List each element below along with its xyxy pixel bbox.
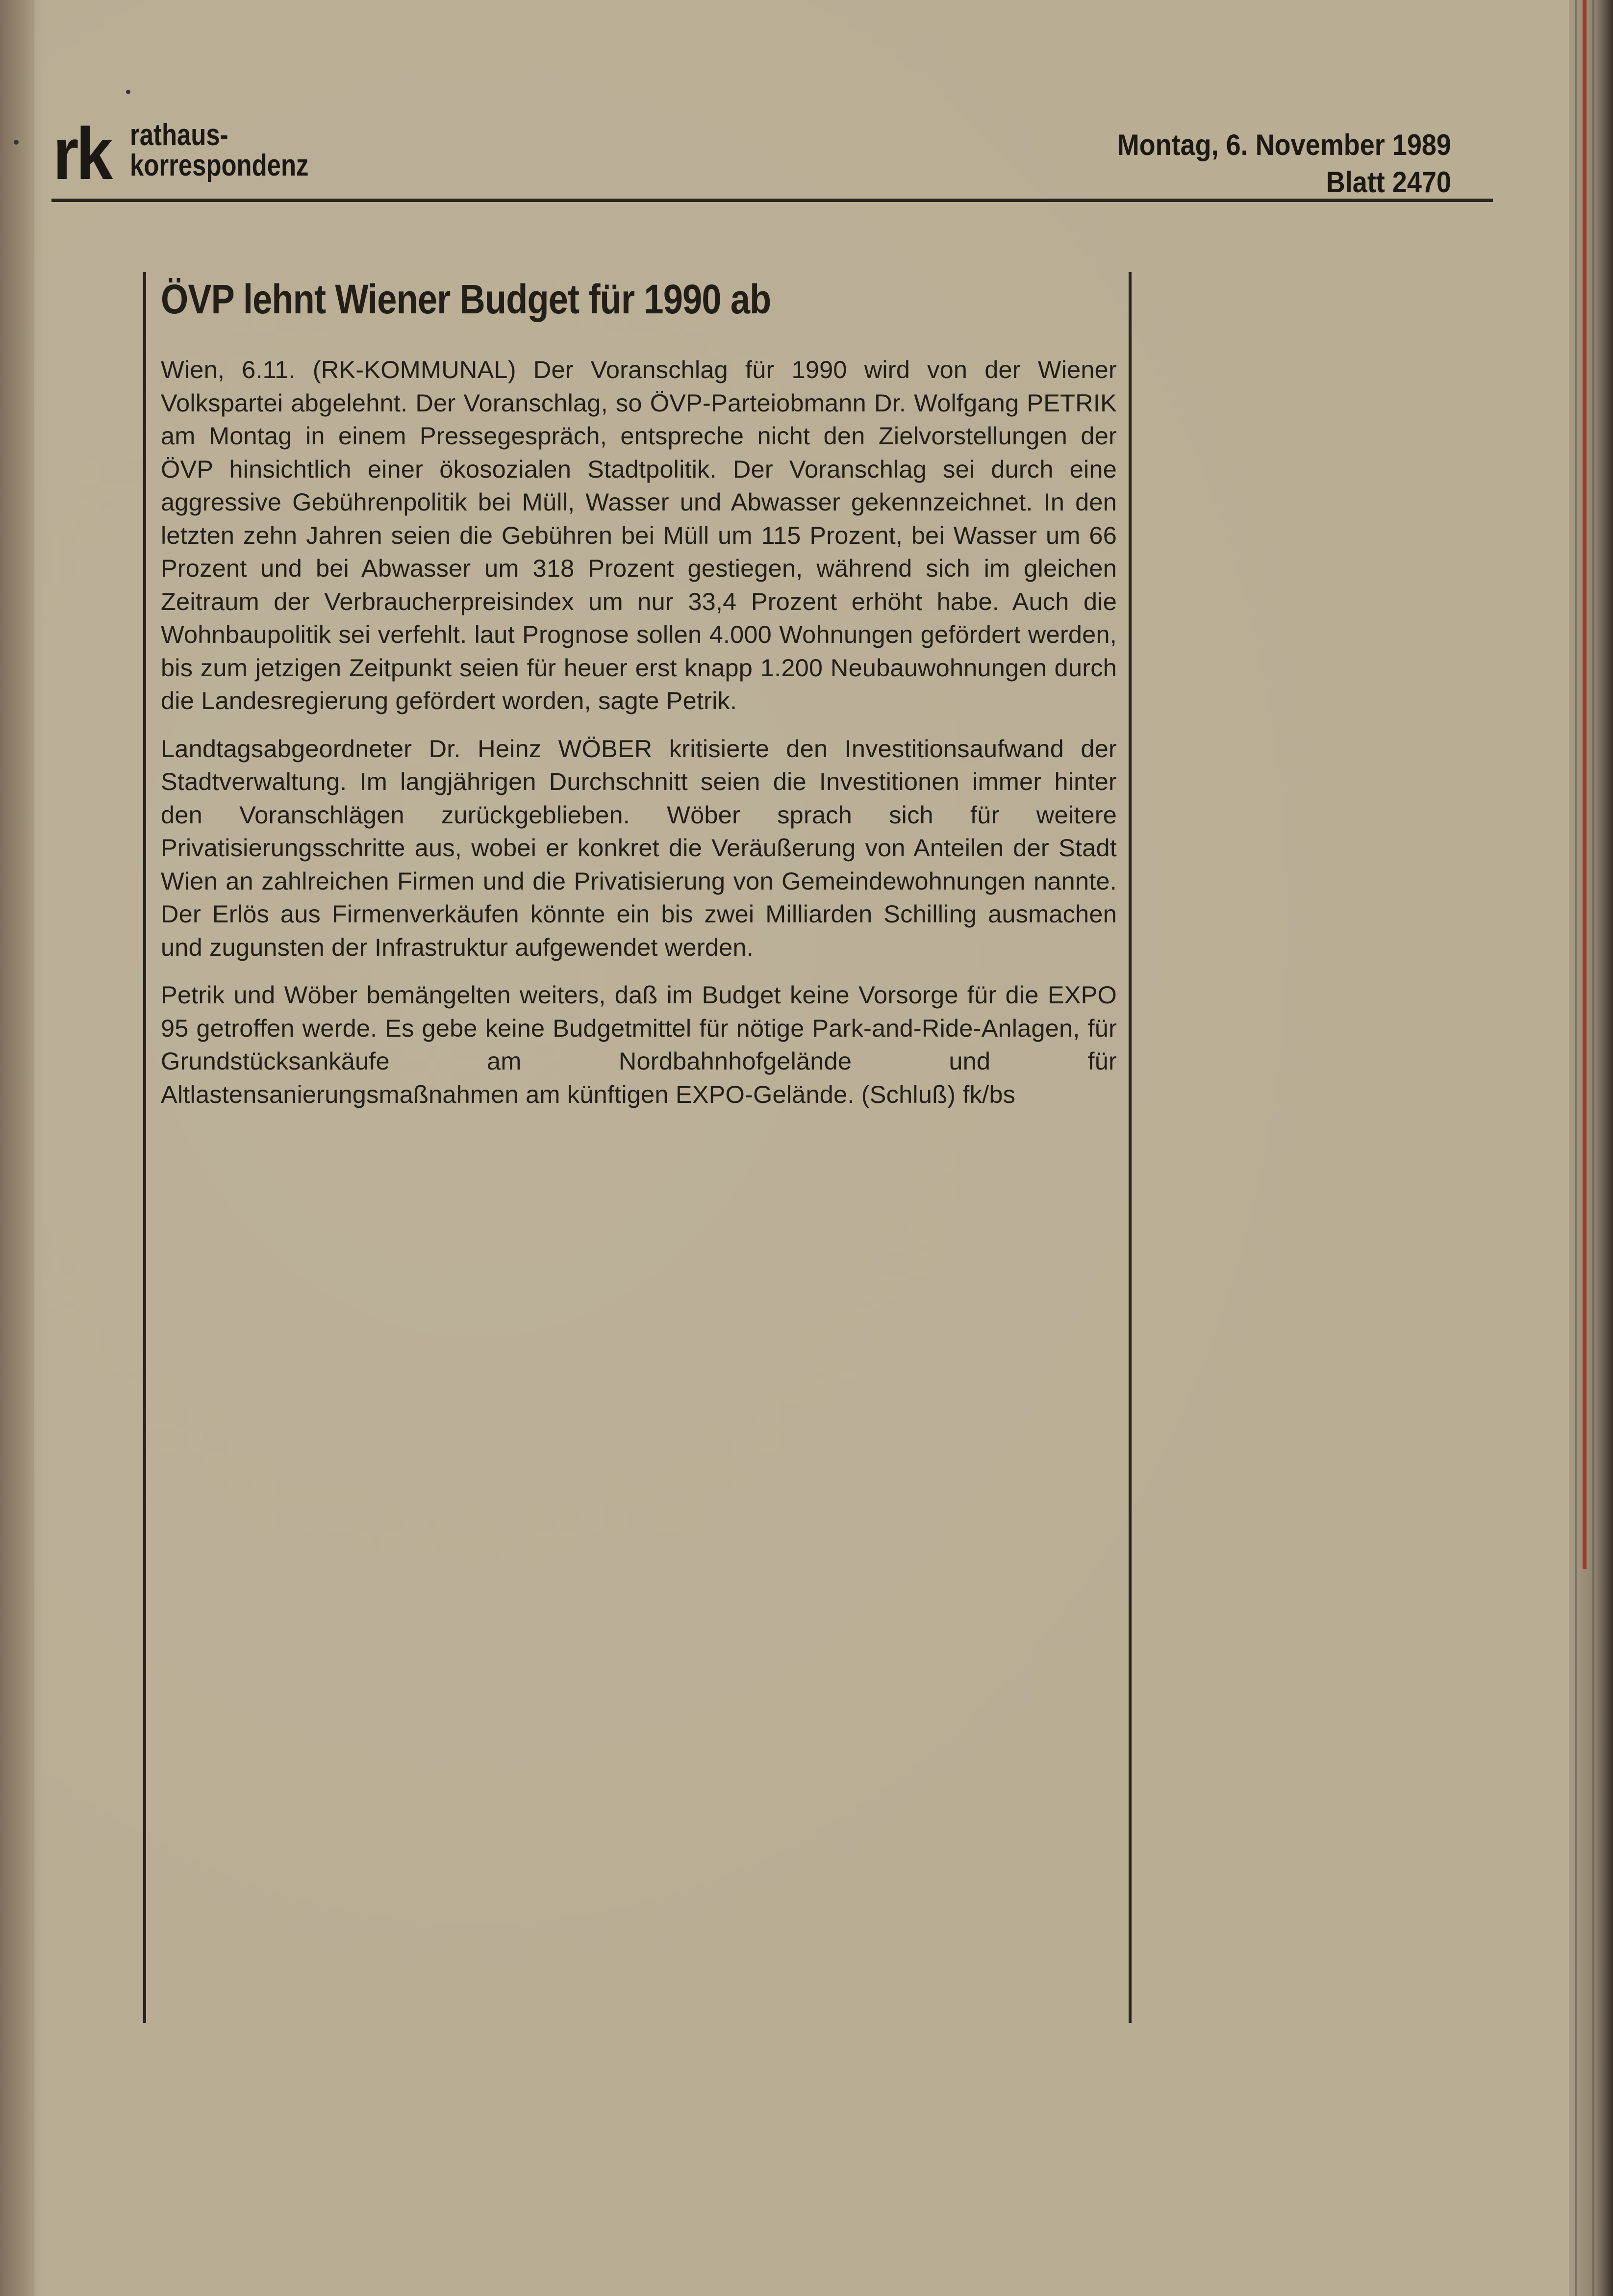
article-paragraph-3: Petrik und Wöber bemängelten weiters, daß im Budget keine Vorsorge für die EXPO 95 getroffen werde. Es gebe keine Budgetmittel für nötige Park-and-Ride-Anlagen, für Grundstücksankäufe am Nordbahnhofgelände und für Altlastensanierungsmaßnahmen am künftigen EXPO-Gelände. (Schluß) fk/bs [161,981,1117,1108]
page-stack-line [1592,0,1594,2296]
binding-shadow [0,0,34,2296]
issue-info [1117,127,1451,201]
logo-mark: rk [53,112,110,195]
page-stack-line [1575,0,1577,2296]
article-frame-left [143,272,146,2023]
logo-line-2: korrespondenz [130,149,309,182]
paper-speck [14,140,19,145]
logo-line-1: rathaus- [130,118,228,152]
article-paragraph-2: Landtagsabgeordneter Dr. Heinz WÖBER kritisierte den Investitionsaufwand der Stadtverwaltung. Im langjährigen Durchschnitt seien die Investitionen immer hinter den Voranschlägen zurückgeblieben. Wöber sprach sich für weitere Privatisierungsschritte aus, wobei er konkret die Veräußerung von Anteilen der Stadt Wien an zahlreichen Firmen und die Privatisierung von Gemeindewohnungen nannte. Der Erlös aus Firmenverkäufen könnte ein bis zwei Milliarden Schilling ausmachen und zugunsten der Infrastruktur aufgewendet werden. [161,734,1117,961]
issue-date: Montag, 6. November 1989 [1117,128,1451,161]
article [161,275,1117,1125]
page-stack-red-edge [1583,0,1587,1569]
article-headline: ÖVP lehnt Wiener Budget für 1990 ab [161,276,771,322]
article-paragraph-1: Wien, 6.11. (RK-KOMMUNAL) Der Voranschlag für 1990 wird von der Wiener Volkspartei abgelehnt. Der Voranschlag, so ÖVP-Parteiobmann Dr. Wolfgang PETRIK am Montag in einem Pressegespräch, entspreche nicht den Zielvorstellungen der ÖVP hinsichtlich einer ökosozialen Stadtpolitik. Der Voranschlag sei durch eine aggressive Gebührenpolitik bei Müll, Wasser und Abwasser gekennzeichnet. In den letzten zehn Jahren seien die Gebühren bei Müll um 115 Prozent, bei Wasser um 66 Prozent und bei Abwasser um 318 Prozent gestiegen, während sich im gleichen Zeitraum der Verbraucherpreisindex um nur 33,4 Prozent erhöht habe. Auch die Wohnbaupolitik sei verfehlt. laut Prognose sollen 4.000 Wohnungen gefördert werden, bis zum jetzigen Zeitpunkt seien für heuer erst knapp 1.200 Neubauwohnungen durch die Landesregierung gefördert worden, sagte Petrik. [161,356,1117,714]
header-rule [51,199,1493,202]
sheet-number: Blatt 2470 [1326,166,1451,199]
article-frame-right [1129,272,1132,2023]
paper-speck [126,90,130,94]
logo-wordmark [130,120,308,181]
